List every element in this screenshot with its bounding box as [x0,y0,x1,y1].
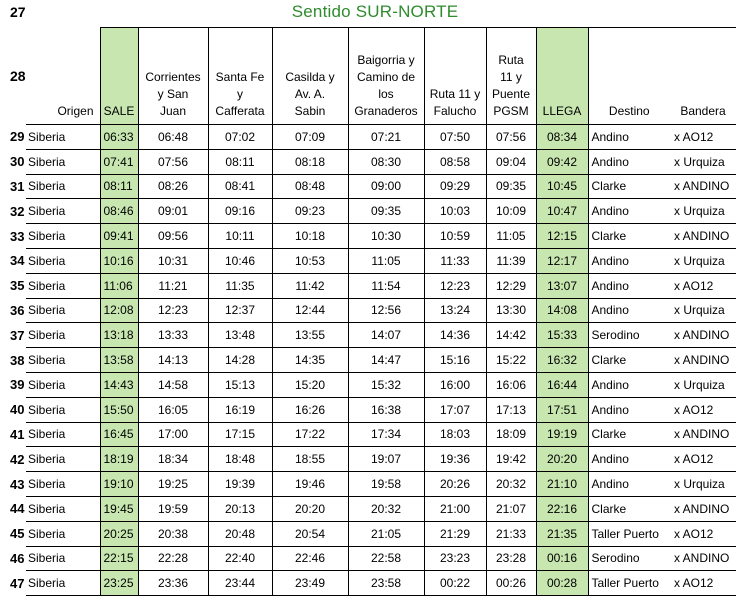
row-number: 36 [10,302,25,318]
departure-cell: 19:45 [100,496,138,521]
table-row [4,199,736,224]
origin-cell: Siberia [26,447,100,472]
title-row [0,0,750,24]
time-cell-ruta-11-puente: 07:56 [486,125,536,150]
time-cell-baigorria: 15:32 [348,372,424,397]
time-cell-corrientes: 20:38 [138,521,208,546]
destination-cell: Clarke [588,224,670,249]
table-row [4,248,736,273]
time-cell-ruta-11-puente: 11:05 [486,224,536,249]
destination-cell: Andino [588,298,670,323]
time-cell-santa-fe: 07:02 [208,125,272,150]
time-cell-baigorria: 11:54 [348,273,424,298]
arrival-cell: 12:17 [536,248,588,273]
destination-cell: Clarke [588,496,670,521]
time-cell-casilda: 09:23 [272,199,348,224]
departure-cell: 06:33 [100,125,138,150]
row-number: 29 [10,129,25,145]
direction-title: Sentido SUR-NORTE [291,2,459,21]
row-number: 46 [10,550,25,566]
flag-cell: x ANDINO [670,422,736,447]
row-number: 37 [10,327,25,343]
arrival-cell: 00:16 [536,546,588,571]
destination-cell: Clarke [588,422,670,447]
departure-cell: 10:16 [100,248,138,273]
row-number: 28 [10,67,26,84]
flag-cell: x Urquiza [670,472,736,497]
header-row [4,28,736,125]
arrival-cell: 19:19 [536,422,588,447]
time-cell-ruta-11-falucho: 17:07 [424,397,486,422]
time-cell-casilda: 08:18 [272,149,348,174]
flag-cell: x Urquiza [670,199,736,224]
flag-cell: x AO12 [670,397,736,422]
destination-cell: Andino [588,125,670,150]
time-cell-baigorria: 21:05 [348,521,424,546]
origin-cell: Siberia [26,224,100,249]
time-cell-ruta-11-puente: 15:22 [486,348,536,373]
table-row [4,125,736,150]
time-cell-corrientes: 17:00 [138,422,208,447]
time-cell-baigorria: 08:30 [348,149,424,174]
departure-cell: 16:45 [100,422,138,447]
table-row [4,472,736,497]
departure-cell: 08:11 [100,174,138,199]
row-number: 38 [10,352,25,368]
time-cell-santa-fe: 18:48 [208,447,272,472]
time-cell-ruta-11-puente: 23:28 [486,546,536,571]
row-number: 42 [10,451,25,467]
time-cell-baigorria: 12:56 [348,298,424,323]
time-cell-casilda: 18:55 [272,447,348,472]
time-cell-corrientes: 14:13 [138,348,208,373]
table-row [4,149,736,174]
arrival-cell: 09:42 [536,149,588,174]
time-cell-ruta-11-falucho: 23:23 [424,546,486,571]
origin-cell: Siberia [26,372,100,397]
table-row [4,273,736,298]
departure-cell: 15:50 [100,397,138,422]
time-cell-ruta-11-falucho: 09:29 [424,174,486,199]
time-cell-ruta-11-puente: 12:29 [486,273,536,298]
time-cell-corrientes: 09:01 [138,199,208,224]
time-cell-baigorria: 16:38 [348,397,424,422]
table-row [4,397,736,422]
flag-cell: x Urquiza [670,298,736,323]
time-cell-ruta-11-puente: 17:13 [486,397,536,422]
flag-cell: x AO12 [670,521,736,546]
time-cell-ruta-11-falucho: 12:23 [424,273,486,298]
time-cell-ruta-11-falucho: 14:36 [424,323,486,348]
time-cell-baigorria: 10:30 [348,224,424,249]
table-row [4,546,736,571]
departure-cell: 12:08 [100,298,138,323]
destination-cell: Clarke [588,348,670,373]
arrival-cell: 20:20 [536,447,588,472]
table-row [4,348,736,373]
time-cell-baigorria: 11:05 [348,248,424,273]
departure-cell: 23:25 [100,571,138,596]
departure-cell: 14:43 [100,372,138,397]
flag-cell: x AO12 [670,125,736,150]
flag-cell: x Urquiza [670,372,736,397]
time-cell-ruta-11-falucho: 10:03 [424,199,486,224]
destination-cell: Clarke [588,174,670,199]
time-cell-casilda: 22:46 [272,546,348,571]
time-cell-ruta-11-puente: 09:04 [486,149,536,174]
col-header-casilda: Casilda y Av. A. Sabin [272,28,348,125]
time-cell-ruta-11-falucho: 08:58 [424,149,486,174]
origin-cell: Siberia [26,174,100,199]
origin-cell: Siberia [26,149,100,174]
time-cell-ruta-11-falucho: 20:26 [424,472,486,497]
time-cell-santa-fe: 13:48 [208,323,272,348]
time-cell-ruta-11-puente: 13:30 [486,298,536,323]
flag-cell: x ANDINO [670,323,736,348]
time-cell-corrientes: 16:05 [138,397,208,422]
flag-cell: x ANDINO [670,496,736,521]
arrival-cell: 21:35 [536,521,588,546]
row-number: 41 [10,426,25,442]
table-row [4,323,736,348]
table-row [4,521,736,546]
destination-cell: Taller Puerto [588,521,670,546]
arrival-cell: 17:51 [536,397,588,422]
time-cell-santa-fe: 09:16 [208,199,272,224]
time-cell-santa-fe: 15:13 [208,372,272,397]
time-cell-casilda: 17:22 [272,422,348,447]
origin-cell: Siberia [26,496,100,521]
time-cell-corrientes: 10:31 [138,248,208,273]
col-header-santa-fe: Santa Fe y Cafferata [208,28,272,125]
col-header-bandera: Bandera [670,28,736,125]
origin-cell: Siberia [26,125,100,150]
col-header-sale: SALE [100,28,138,125]
table-row [4,298,736,323]
departure-cell: 13:18 [100,323,138,348]
origin-cell: Siberia [26,298,100,323]
col-header-destino: Destino [588,28,670,125]
time-cell-ruta-11-puente: 10:09 [486,199,536,224]
time-cell-corrientes: 06:48 [138,125,208,150]
arrival-cell: 16:32 [536,348,588,373]
row-number: 33 [10,228,25,244]
row-number: 30 [10,154,25,170]
time-cell-baigorria: 19:07 [348,447,424,472]
flag-cell: x AO12 [670,447,736,472]
time-cell-santa-fe: 17:15 [208,422,272,447]
time-cell-casilda: 20:20 [272,496,348,521]
origin-cell: Siberia [26,348,100,373]
time-cell-ruta-11-falucho: 15:16 [424,348,486,373]
origin-cell: Siberia [26,248,100,273]
time-cell-santa-fe: 11:35 [208,273,272,298]
col-header-corrientes: Corrientes y San Juan [138,28,208,125]
time-cell-ruta-11-puente: 21:33 [486,521,536,546]
row-number: 39 [10,377,25,393]
origin-cell: Siberia [26,571,100,596]
arrival-cell: 12:15 [536,224,588,249]
row-number: 34 [10,253,25,269]
departure-cell: 19:10 [100,472,138,497]
time-cell-santa-fe: 14:28 [208,348,272,373]
departure-cell: 08:46 [100,199,138,224]
time-cell-santa-fe: 08:41 [208,174,272,199]
row-number: 44 [10,501,25,517]
row-number: 45 [10,526,25,542]
col-header-origen: Origen [57,104,94,118]
time-cell-ruta-11-falucho: 19:36 [424,447,486,472]
time-cell-casilda: 12:44 [272,298,348,323]
time-cell-baigorria: 09:00 [348,174,424,199]
flag-cell: x ANDINO [670,348,736,373]
flag-cell: x Urquiza [670,149,736,174]
arrival-cell: 10:45 [536,174,588,199]
flag-cell: x ANDINO [670,224,736,249]
time-cell-casilda: 10:18 [272,224,348,249]
departure-cell: 07:41 [100,149,138,174]
row-number: 35 [10,278,25,294]
arrival-cell: 08:34 [536,125,588,150]
time-cell-ruta-11-puente: 00:26 [486,571,536,596]
row-number: 43 [10,476,25,492]
destination-cell: Andino [588,248,670,273]
flag-cell: x ANDINO [670,174,736,199]
time-cell-santa-fe: 20:13 [208,496,272,521]
arrival-cell: 22:16 [536,496,588,521]
departure-cell: 09:41 [100,224,138,249]
origin-cell: Siberia [26,397,100,422]
col-header-baigorria: Baigorria y Camino de los Granaderos [348,28,424,125]
destination-cell: Serodino [588,546,670,571]
departure-cell: 18:19 [100,447,138,472]
destination-cell: Andino [588,472,670,497]
time-cell-baigorria: 14:47 [348,348,424,373]
time-cell-santa-fe: 19:39 [208,472,272,497]
origin-cell: Siberia [26,472,100,497]
time-cell-santa-fe: 10:46 [208,248,272,273]
arrival-cell: 21:10 [536,472,588,497]
time-cell-santa-fe: 23:44 [208,571,272,596]
table-row [4,174,736,199]
time-cell-baigorria: 07:21 [348,125,424,150]
origin-cell: Siberia [26,521,100,546]
time-cell-baigorria: 20:32 [348,496,424,521]
time-cell-corrientes: 19:25 [138,472,208,497]
time-cell-ruta-11-puente: 19:42 [486,447,536,472]
time-cell-ruta-11-falucho: 07:50 [424,125,486,150]
time-cell-ruta-11-puente: 16:06 [486,372,536,397]
time-cell-corrientes: 19:59 [138,496,208,521]
time-cell-casilda: 07:09 [272,125,348,150]
table-row [4,496,736,521]
time-cell-ruta-11-puente: 14:42 [486,323,536,348]
origin-cell: Siberia [26,323,100,348]
arrival-cell: 10:47 [536,199,588,224]
row-number: 47 [10,575,25,591]
flag-cell: x Urquiza [670,248,736,273]
time-cell-casilda: 11:42 [272,273,348,298]
time-cell-casilda: 20:54 [272,521,348,546]
departure-cell: 20:25 [100,521,138,546]
arrival-cell: 16:44 [536,372,588,397]
time-cell-ruta-11-puente: 11:39 [486,248,536,273]
time-cell-ruta-11-puente: 20:32 [486,472,536,497]
time-cell-santa-fe: 20:48 [208,521,272,546]
departure-cell: 13:58 [100,348,138,373]
time-cell-ruta-11-puente: 09:35 [486,174,536,199]
time-cell-baigorria: 17:34 [348,422,424,447]
destination-cell: Andino [588,397,670,422]
time-cell-corrientes: 23:36 [138,571,208,596]
time-cell-ruta-11-falucho: 18:03 [424,422,486,447]
time-cell-ruta-11-falucho: 16:00 [424,372,486,397]
col-header-ruta-11-falucho: Ruta 11 y Falucho [424,28,486,125]
destination-cell: Taller Puerto [588,571,670,596]
time-cell-santa-fe: 22:40 [208,546,272,571]
destination-cell: Andino [588,199,670,224]
origin-cell: Siberia [26,273,100,298]
time-cell-casilda: 15:20 [272,372,348,397]
arrival-cell: 00:28 [536,571,588,596]
time-cell-corrientes: 07:56 [138,149,208,174]
time-cell-casilda: 16:26 [272,397,348,422]
table-row [4,372,736,397]
col-header-ruta-11-puente: Ruta 11 y Puente PGSM [486,28,536,125]
departure-cell: 22:15 [100,546,138,571]
time-cell-corrientes: 22:28 [138,546,208,571]
origin-cell: Siberia [26,199,100,224]
time-cell-corrientes: 13:33 [138,323,208,348]
time-cell-ruta-11-falucho: 21:29 [424,521,486,546]
time-cell-ruta-11-falucho: 10:59 [424,224,486,249]
origin-cell: Siberia [26,546,100,571]
destination-cell: Andino [588,372,670,397]
row-number: 40 [10,402,25,418]
table-row [4,571,736,596]
flag-cell: x ANDINO [670,546,736,571]
destination-cell: Andino [588,149,670,174]
table-row [4,422,736,447]
arrival-cell: 14:08 [536,298,588,323]
flag-cell: x AO12 [670,273,736,298]
time-cell-casilda: 10:53 [272,248,348,273]
row-number: 27 [10,4,26,20]
time-cell-ruta-11-falucho: 11:33 [424,248,486,273]
time-cell-corrientes: 09:56 [138,224,208,249]
time-cell-corrientes: 12:23 [138,298,208,323]
time-cell-santa-fe: 08:11 [208,149,272,174]
arrival-cell: 13:07 [536,273,588,298]
col-header-llega: LLEGA [536,28,588,125]
schedule-table [4,27,736,596]
time-cell-casilda: 19:46 [272,472,348,497]
table-row [4,447,736,472]
time-cell-baigorria: 19:58 [348,472,424,497]
time-cell-casilda: 23:49 [272,571,348,596]
time-cell-corrientes: 14:58 [138,372,208,397]
time-cell-ruta-11-falucho: 13:24 [424,298,486,323]
time-cell-corrientes: 08:26 [138,174,208,199]
time-cell-corrientes: 18:34 [138,447,208,472]
destination-cell: Andino [588,447,670,472]
time-cell-casilda: 13:55 [272,323,348,348]
time-cell-casilda: 14:35 [272,348,348,373]
time-cell-corrientes: 11:21 [138,273,208,298]
time-cell-baigorria: 09:35 [348,199,424,224]
table-row [4,224,736,249]
time-cell-baigorria: 22:58 [348,546,424,571]
destination-cell: Andino [588,273,670,298]
origin-cell: Siberia [26,422,100,447]
time-cell-casilda: 08:48 [272,174,348,199]
departure-cell: 11:06 [100,273,138,298]
destination-cell: Serodino [588,323,670,348]
time-cell-ruta-11-puente: 21:07 [486,496,536,521]
time-cell-santa-fe: 12:37 [208,298,272,323]
row-number: 32 [10,203,25,219]
time-cell-baigorria: 14:07 [348,323,424,348]
time-cell-baigorria: 23:58 [348,571,424,596]
time-cell-santa-fe: 10:11 [208,224,272,249]
time-cell-santa-fe: 16:19 [208,397,272,422]
time-cell-ruta-11-falucho: 21:00 [424,496,486,521]
arrival-cell: 15:33 [536,323,588,348]
schedule-body [4,28,736,596]
time-cell-ruta-11-falucho: 00:22 [424,571,486,596]
row-number: 31 [10,178,25,194]
flag-cell: x AO12 [670,571,736,596]
time-cell-ruta-11-puente: 18:09 [486,422,536,447]
